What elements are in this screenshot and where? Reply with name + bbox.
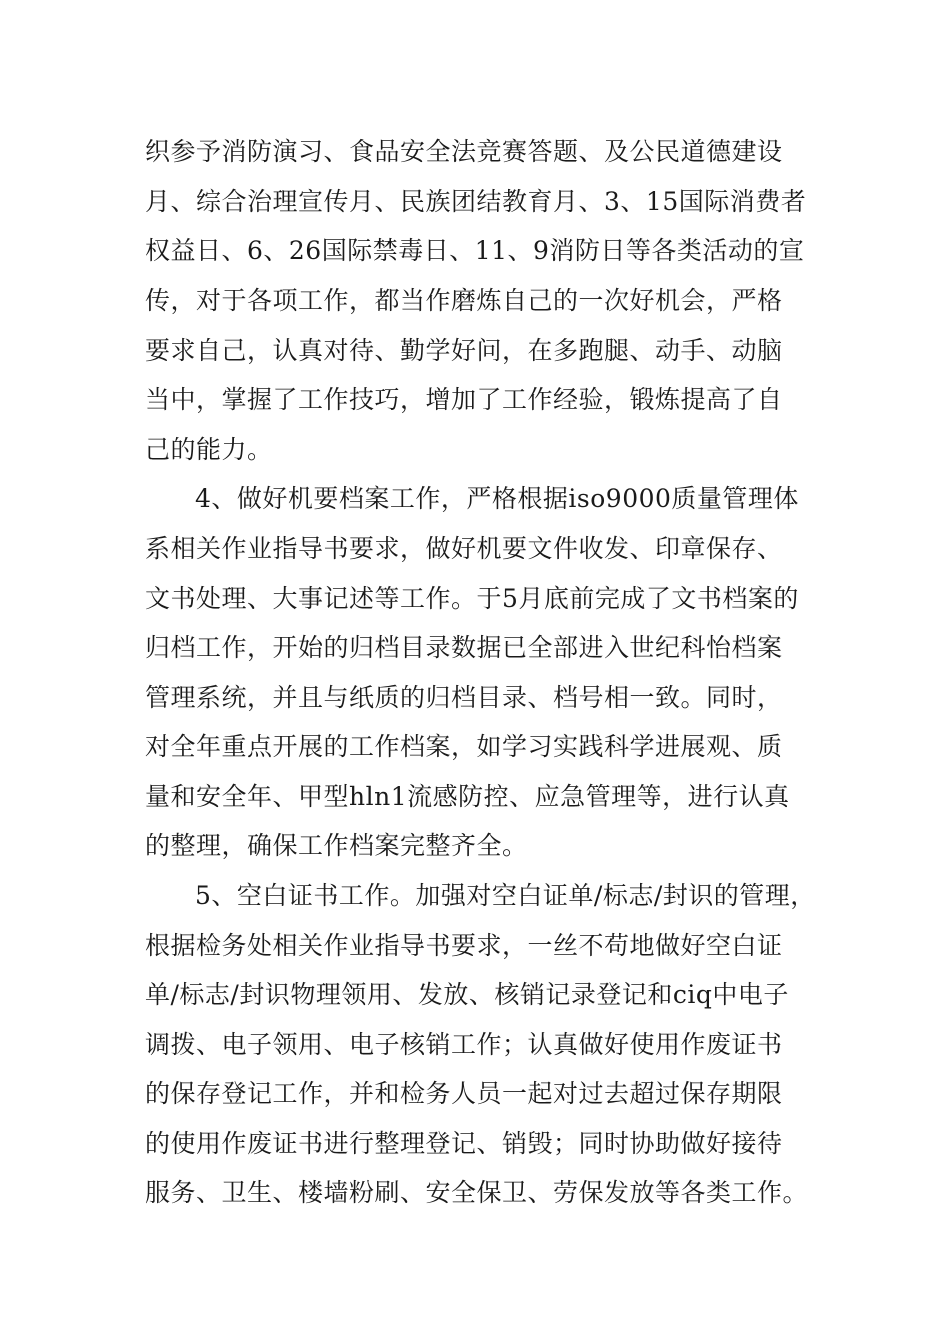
- text-line: 的整理，确保工作档案完整齐全。: [145, 831, 528, 860]
- text-line: 4、做好机要档案工作，严格根据iso9000质量管理体: [195, 484, 799, 513]
- text-line: 5、空白证书工作。加强对空白证单/标志/封识的管理，: [195, 881, 816, 910]
- text-line: 己的能力。: [145, 435, 273, 464]
- text-line: 管理系统，并且与纸质的归档目录、档号相一致。同时，: [145, 683, 783, 712]
- text-line: 的使用作废证书进行整理登记、销毁；同时协助做好接待: [145, 1129, 783, 1158]
- text-line: 服务、卫生、楼墙粉刷、安全保卫、劳保发放等各类工作。: [145, 1178, 809, 1207]
- text-line: 根据检务处相关作业指导书要求，一丝不苟地做好空白证: [145, 931, 783, 960]
- text-line: 织参予消防演习、食品安全法竞赛答题、及公民道德建设: [145, 137, 783, 166]
- text-line: 当中，掌握了工作技巧，增加了工作经验，锻炼提高了自: [145, 385, 783, 414]
- text-line: 权益日、6、26国际禁毒日、11、9消防日等各类活动的宣: [145, 236, 805, 265]
- text-line: 系相关作业指导书要求，做好机要文件收发、印章保存、: [145, 534, 783, 563]
- text-line: 单/标志/封识物理领用、发放、核销记录登记和ciq中电子: [145, 980, 789, 1009]
- text-line: 调拨、电子领用、电子核销工作；认真做好使用作废证书: [145, 1030, 783, 1059]
- text-line: 月、综合治理宣传月、民族团结教育月、3、15国际消费者: [145, 187, 807, 216]
- text-line: 归档工作，开始的归档目录数据已全部进入世纪科怡档案: [145, 633, 783, 662]
- text-line: 对全年重点开展的工作档案，如学习实践科学进展观、质: [145, 732, 783, 761]
- text-line: 要求自己，认真对待、勤学好问，在多跑腿、动手、动脑: [145, 336, 783, 365]
- text-line: 传，对于各项工作，都当作磨炼自己的一次好机会，严格: [145, 286, 783, 315]
- text-line: 量和安全年、甲型hln1流感防控、应急管理等，进行认真: [145, 782, 790, 811]
- text-line: 文书处理、大事记述等工作。于5月底前完成了文书档案的: [145, 584, 799, 613]
- text-line: 的保存登记工作，并和检务人员一起对过去超过保存期限: [145, 1079, 783, 1108]
